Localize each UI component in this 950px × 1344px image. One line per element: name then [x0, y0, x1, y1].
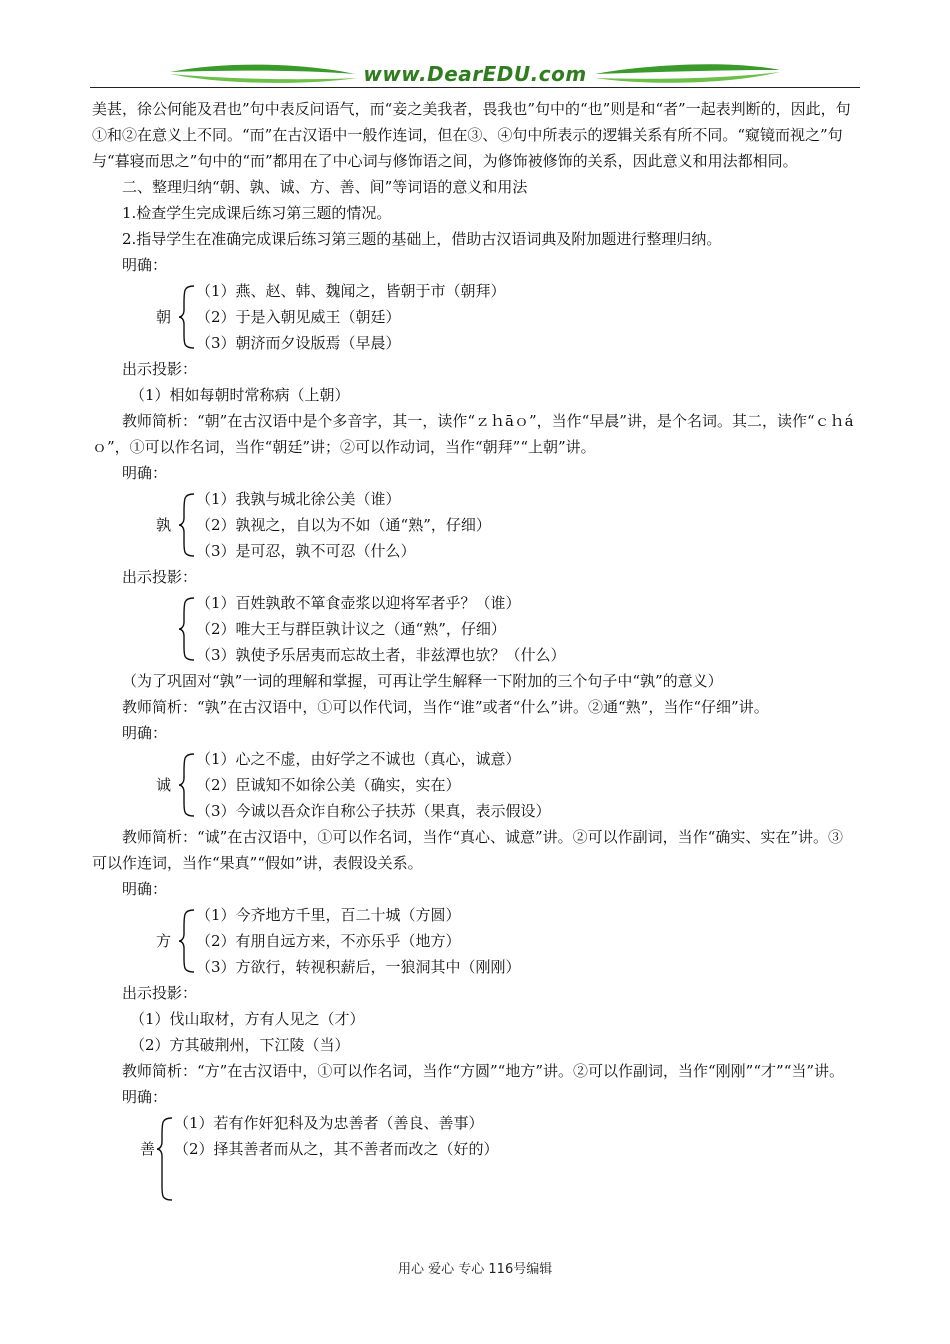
keyword: 方: [156, 932, 172, 950]
word-group-cheng: [92, 746, 858, 824]
brace-icon: [178, 596, 196, 662]
example-line: （3）方欲行，转视积薪后，一狼洞其中（刚刚）: [196, 958, 521, 976]
label-projection: 出示投影：: [122, 984, 198, 1002]
example-line: （2）择其善者而从之，其不善者而改之（好的）: [174, 1140, 499, 1158]
site-logo[interactable]: www.DearEDU.com: [363, 62, 587, 86]
teacher-analysis: 教师简析：“诚”在古汉语中，①可以作名词，当作“真心、诚意”讲。②可以作副词，当作“确实、实在”讲。③可以作连词，当作“果真”“假如”讲，表假设关系。: [92, 828, 844, 872]
keyword: 孰: [156, 516, 172, 534]
label-mingque: 明确：: [122, 1088, 168, 1106]
projection-line: （3）孰使予乐居夷而忘故土者，非兹潭也欤？（什么）: [196, 646, 566, 664]
example-line: （1）心之不虚，由好学之不诚也（真心，诚意）: [196, 750, 521, 768]
label-mingque: 明确：: [122, 880, 168, 898]
projection-line: （1）百姓孰敢不箪食壶浆以迎将军者乎？（谁）: [196, 594, 521, 612]
brace-icon: [178, 908, 196, 974]
note-text: （为了巩固对“孰”一词的理解和掌握，可再让学生解释一下附加的三个句子中“孰”的意义）: [122, 672, 723, 690]
keyword: 朝: [156, 308, 172, 326]
label-mingque: 明确：: [122, 256, 168, 274]
example-line: （1）我孰与城北徐公美（谁）: [196, 490, 401, 508]
label-mingque: 明确：: [122, 724, 168, 742]
projection-group-shu: [92, 590, 858, 668]
document-body: [92, 96, 858, 1200]
label-projection: 出示投影：: [122, 360, 198, 378]
word-group-fang: [92, 902, 858, 980]
page-footer: 用心 爱心 专心 116号编辑: [398, 1262, 553, 1277]
example-line: （3）今诚以吾众诈自称公子扶苏（果真，表示假设）: [196, 802, 551, 820]
brace-icon: [178, 752, 196, 818]
keyword: 诚: [156, 776, 172, 794]
keyword: 善: [140, 1140, 156, 1158]
brace-icon: [178, 284, 196, 350]
projection-line: （2）方其破荆州，下江陵（当）: [130, 1036, 350, 1054]
brace-icon: [156, 1116, 174, 1202]
label-mingque: 明确：: [122, 464, 168, 482]
header-rule: [90, 87, 860, 88]
example-line: （3）是可忍，孰不可忍（什么）: [196, 542, 416, 560]
example-line: （2）臣诚知不如徐公美（确实，实在）: [196, 776, 461, 794]
example-line: （2）有朋自远方来，不亦乐乎（地方）: [196, 932, 461, 950]
step-text: 1.检查学生完成课后练习第三题的情况。: [122, 204, 392, 222]
page-header: [90, 58, 860, 90]
paragraph: 美甚，徐公何能及君也”句中表反问语气，而“妾之美我者，畏我也”句中的“也”则是和“者”一起表判断的，因此，句①和②在意义上不同。“而”在古汉语中一般作连词，但在③、④句中所表示的逻辑关系有所不同。“窥镜而视之”句与“暮寝而思之”句中的“而”都用在了中心词与修饰语之间，为修饰被修饰的关系，因此意义和用法都相同。: [92, 100, 851, 170]
teacher-analysis: 教师简析：“方”在古汉语中，①可以作名词，当作“方圆”“地方”讲。②可以作副词，当作“刚刚”“才”“当”讲。: [122, 1062, 845, 1080]
projection-line: （2）唯大王与群臣孰计议之（通“熟”，仔细）: [196, 620, 506, 638]
word-group-shu: [92, 486, 858, 564]
projection-line: （1）相如每朝时常称病（上朝）: [130, 386, 350, 404]
word-group-shan: [92, 1110, 858, 1200]
example-line: （1）若有作奸犯科及为忠善者（善良、善事）: [174, 1114, 484, 1132]
teacher-analysis: 教师简析：“朝”在古汉语中是个多音字，其一，读作“ｚｈāｏ”，当作“早晨”讲，是个名词。其二，读作“ｃｈáｏ”，①可以作名词，当作“朝廷”讲；②可以作动词，当作“朝拜”“上朝”讲。: [92, 412, 854, 456]
teacher-analysis: 教师简析：“孰”在古汉语中，①可以作代词，当作“谁”或者“什么”讲。②通“熟”，当作“仔细”讲。: [122, 698, 769, 716]
step-text: 2.指导学生在准确完成课后练习第三题的基础上，借助古汉语词典及附加题进行整理归纳。: [122, 230, 722, 248]
example-line: （1）今齐地方千里，百二十城（方圆）: [196, 906, 461, 924]
example-line: （2）于是入朝见威王（朝廷）: [196, 308, 401, 326]
section-title: 二、整理归纳“朝、孰、诚、方、善、间”等词语的意义和用法: [122, 178, 528, 196]
example-line: （2）孰视之，自以为不如（通“熟”，仔细）: [196, 516, 491, 534]
example-line: （1）燕、赵、韩、魏闻之，皆朝于市（朝拜）: [196, 282, 506, 300]
word-group-zhao: [92, 278, 858, 356]
brace-icon: [178, 492, 196, 558]
projection-line: （1）伐山取材，方有人见之（才）: [130, 1010, 365, 1028]
label-projection: 出示投影：: [122, 568, 198, 586]
example-line: （3）朝济而夕设版焉（早晨）: [196, 334, 401, 352]
